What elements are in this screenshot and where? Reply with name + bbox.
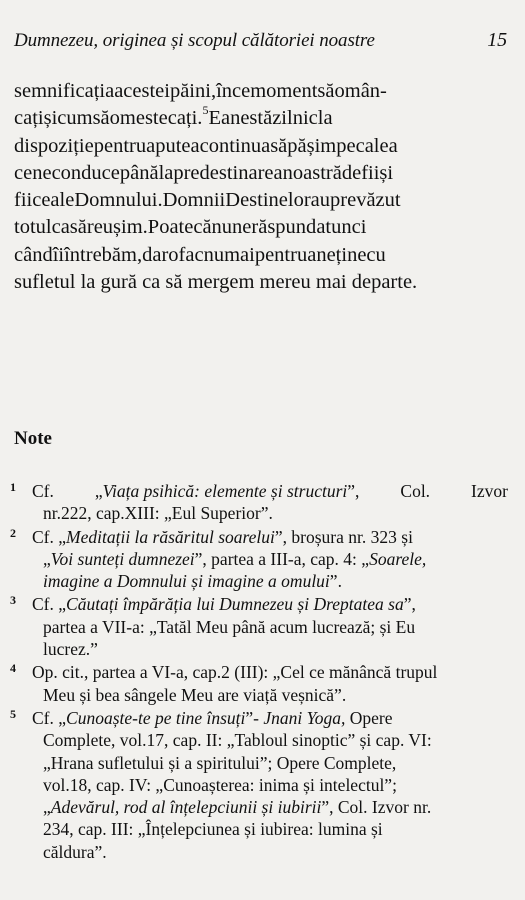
footnote-marker: 1: [10, 480, 16, 494]
footnote-marker: 4: [10, 661, 16, 676]
running-header: [14, 28, 507, 53]
footnote-1: 1 Cf. „Viața psihică: elemente și structuri”, Col. Izvor nr.222, cap.XIII: „Eul Superior”.: [10, 480, 508, 525]
footnote-5: 5 Cf. „Cunoaște-te pe tine însuți”- Jnani Yoga, Opere Complete, vol.17, cap. II: „Tabloul sinoptic” și cap. VI: „Hrana sufletului și a spiritului”; Opere Complete, vol.18, cap. IV: „Cunoașterea: inima și intelectul”; „Adevărul, rod al înțelepciunii și iubirii”, Col. Izvor nr. 234, cap. III: „Înțelepciunea și iubirea: lumina și căldura”.: [10, 707, 508, 863]
footnote-4: 4 Op. cit., partea a VI-a, cap.2 (III): „Cel ce mănâncă trupul Meu și bea sângele Meu are viață veșnică”.: [10, 661, 508, 706]
paragraph-line: totulcasăreușim.Poatecănunerăspundatunci: [14, 216, 367, 239]
footnotes: [10, 480, 508, 864]
paragraph-line: ceneconducepânălapredestinareanoastrădefiiși: [14, 161, 394, 184]
running-title: Dumnezeu, originea și scopul călătoriei noastre: [14, 30, 375, 51]
footnote-3: 3 Cf. „Căutați împărăția lui Dumnezeu și Dreptatea sa”, partea a VII-a: „Tatăl Meu până acum lucrează; și Eu lucrez.”: [10, 593, 508, 660]
paragraph-line: cândîiîntrebăm,darofacnumaipentruaneținecu: [14, 243, 386, 266]
paragraph-line: cațișicumsăomestecați.$^5$Eanestăzilnicla: [14, 103, 333, 130]
paragraph-line: semnificațiaacesteipăini,încemomentsăomân-: [14, 80, 387, 102]
main-paragraph: [14, 78, 504, 296]
paragraph-line: fiicealeDomnului.DomniiDestinelorauprevăzut: [14, 189, 401, 212]
paragraph-line: dispozițiepentruaputeacontinuasăpășimpecalea: [14, 134, 398, 157]
paragraph-line: sufletul la gură ca să mergem mereu mai departe.: [14, 271, 418, 294]
notes-heading: Note: [14, 428, 52, 449]
footnote-marker: 5: [10, 706, 16, 721]
footnote-2: 2 Cf. „Meditații la răsăritul soarelui”, broșura nr. 323 și „Voi sunteți dumnezei”, partea a III-a, cap. 4: „Soarele, imagine a Domnului și imagine a omului”.: [10, 526, 508, 593]
footnote-ref: 5: [202, 103, 209, 118]
footnote-marker: 3: [10, 593, 16, 608]
page-number: 15: [487, 29, 507, 51]
footnote-marker: 2: [10, 525, 16, 540]
